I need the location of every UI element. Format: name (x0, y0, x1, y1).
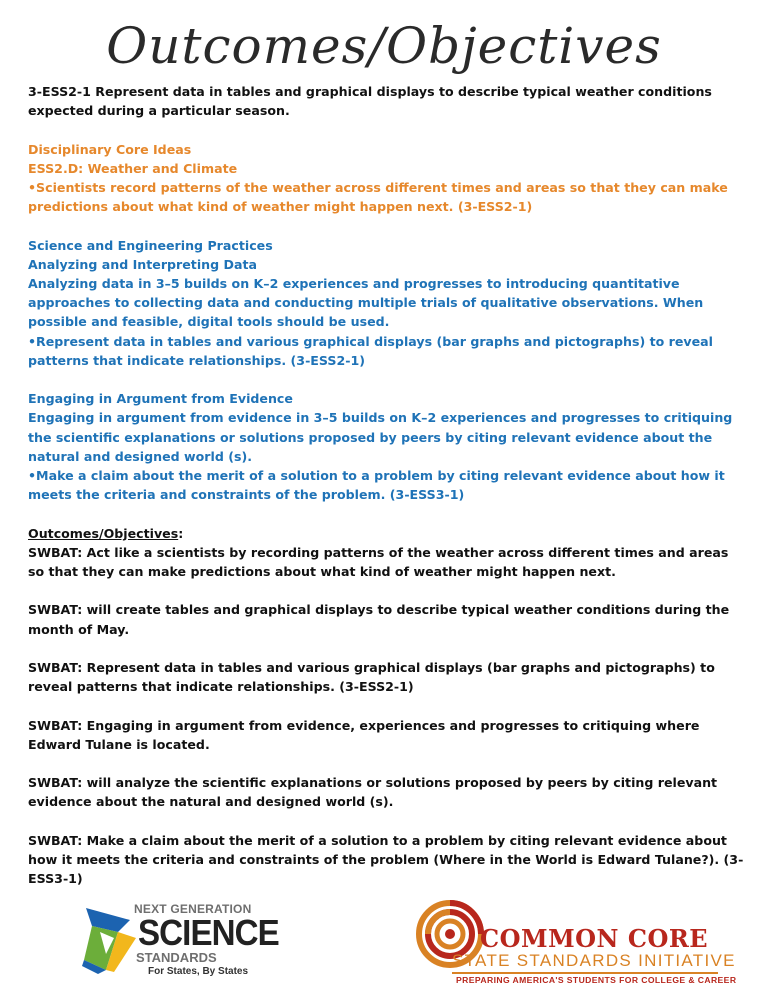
cc-line1: COMMON CORE (480, 924, 709, 953)
ngss-line3: STANDARDS (136, 950, 217, 965)
standard-section (28, 82, 746, 120)
practices-section (28, 236, 746, 370)
outcome-item: SWBAT: will create tables and graphical displays to describe typical weather conditions during the month of May. (28, 602, 730, 637)
ngss-line2: SCIENCE (138, 912, 279, 953)
outcome-item: SWBAT: Engaging in argument from evidence, experiences and progresses to critiquing where Edward Tulane is located. (28, 717, 700, 752)
core-ideas-subheading: ESS2.D: Weather and Climate (28, 160, 238, 176)
practices-bullet: •Represent data in tables and various graphical displays (bar graphs and pictographs) to reveal patterns that indicate relationships. (3-ESS2-1) (28, 333, 713, 368)
outcome-item: SWBAT: Act like a scientists by recording patterns of the weather across different times and areas so that they can make predictions about what kind of weather might happen next. (28, 544, 729, 580)
outcomes-heading-text: Outcomes/Objectives (28, 525, 179, 541)
outcome-item: SWBAT: will analyze the scientific explanations or solutions proposed by peers by citing relevant evidence about the natural and designed world (s). (28, 775, 718, 810)
practices-heading: Science and Engineering Practices (28, 237, 273, 253)
practices-subheading: Analyzing and Interpreting Data (28, 256, 257, 272)
ngss-triangle-logo-icon (78, 902, 140, 976)
ngss-line4: For States, By States (148, 966, 249, 977)
outcome-item: SWBAT: Make a claim about the merit of a solution to a problem by citing relevant evidence about how it meets the criteria and constraints of the problem (Where in the World is Edward Tulane?). (3-ESS3-1) (28, 832, 744, 887)
argument-heading: Engaging in Argument from Evidence (28, 391, 293, 407)
ngss-logo (78, 898, 279, 982)
standard-text: 3-ESS2-1 Represent data in tables and graphical displays to describe typical weather conditions expected during a particular season. (28, 84, 712, 119)
practices-text: Analyzing data in 3–5 builds on K–2 experiences and progresses to introducing quantitative approaches to collecting data and conducting multiple trials of qualitative observations. When possible and feasible, digital tools should be used. (28, 276, 704, 330)
cc-line2: STATE STANDARDS INITIATIVE (452, 951, 736, 970)
outcomes-heading-colon: : (178, 525, 184, 541)
outcomes-section (28, 524, 746, 889)
core-ideas-bullet: •Scientists record patterns of the weather across different times and areas so that they can make predictions about what kind of weather might happen next. (3-ESS2-1) (28, 180, 728, 215)
ngss-line1: NEXT GENERATION (134, 902, 252, 916)
cc-divider (452, 972, 718, 974)
outcomes-heading (28, 524, 746, 543)
common-core-logo (416, 894, 737, 990)
document-body (28, 82, 746, 888)
argument-text: Engaging in argument from evidence in 3–5 builds on K–2 experiences and progresses to critiquing the scientific explanations or solutions proposed by peers by citing relevant evidence about the natural and designed world (s). (28, 410, 733, 464)
argument-section (28, 389, 746, 504)
page-title: Outcomes/Objectives (106, 17, 662, 75)
argument-bullet: •Make a claim about the merit of a solution to a problem by citing relevant evidence about how it meets the criteria and constraints of the problem. (3-ESS3-1) (28, 468, 725, 503)
core-ideas-heading: Disciplinary Core Ideas (28, 141, 192, 157)
cc-line3: PREPARING AMERICA'S STUDENTS FOR COLLEGE & CAREER (456, 975, 737, 985)
core-ideas-section (28, 140, 746, 217)
outcome-item: SWBAT: Represent data in tables and various graphical displays (bar graphs and pictographs) to reveal patterns that indicate relationships. (3-ESS2-1) (28, 660, 715, 695)
